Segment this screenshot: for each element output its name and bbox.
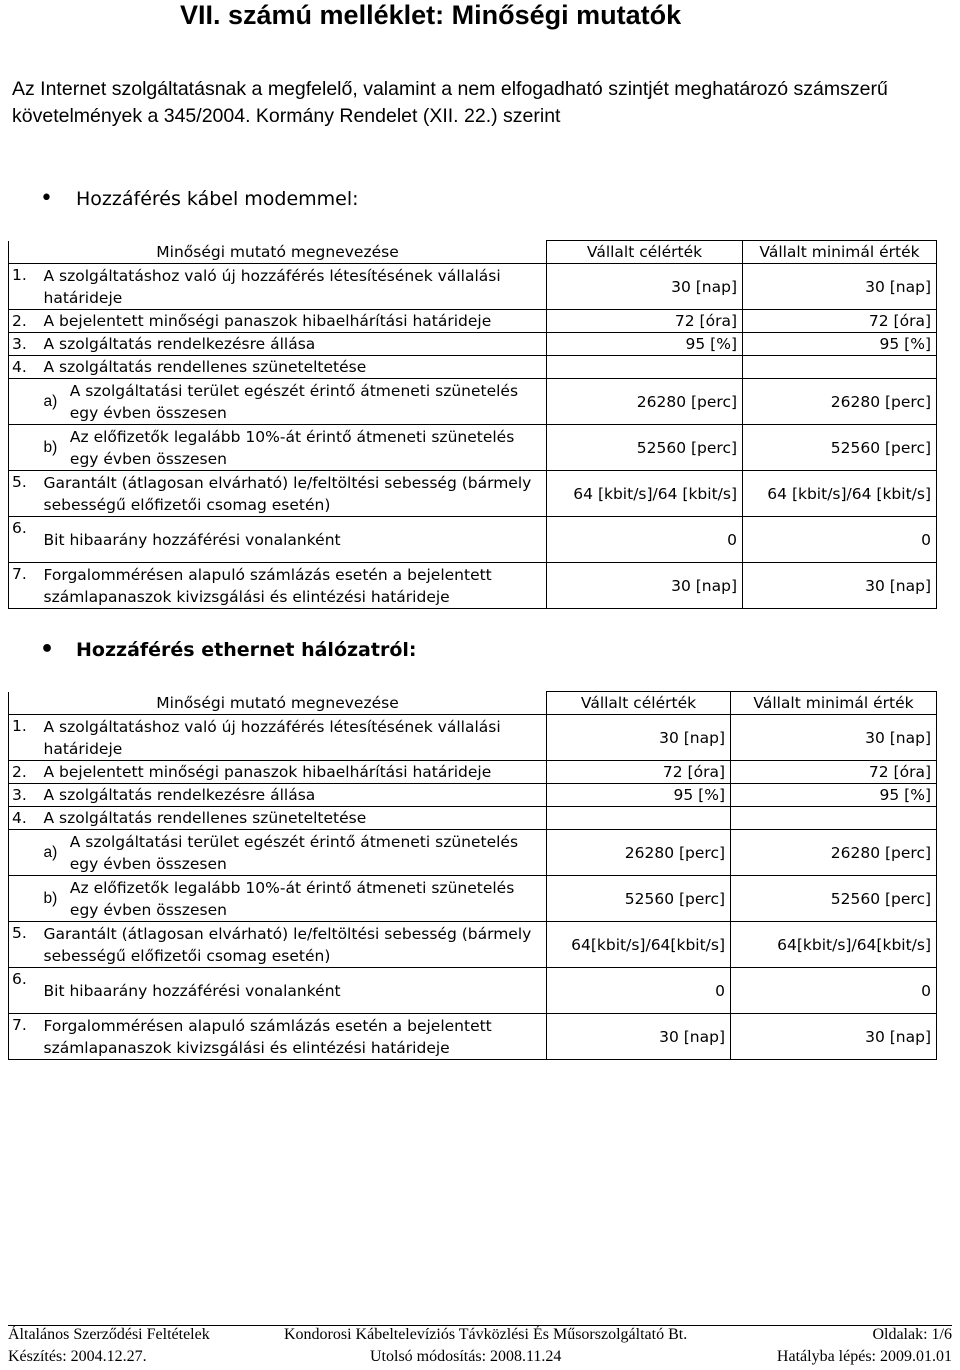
target-value: 0 <box>547 517 743 563</box>
sub-label: b) <box>43 889 58 907</box>
footer-modified: Utolsó módosítás: 2008.11.24 <box>370 1348 562 1365</box>
row-number: 1. <box>9 715 39 761</box>
row-name: Forgalommérésen alapuló számlázás esetén a bejelentett számlapanaszok kivizsgálási és elintézési határideje <box>39 1014 547 1060</box>
table-header-row <box>9 241 937 264</box>
row-name-cell <box>39 379 547 425</box>
footer <box>8 1326 952 1370</box>
row-number: 5. <box>9 922 39 968</box>
row-number: 6. <box>9 968 39 1014</box>
row-name: A bejelentett minőségi panaszok hibaelhárítási határideje <box>39 761 547 784</box>
footer-doc-name: Általános Szerződési Feltételek <box>8 1326 210 1343</box>
table-row <box>9 1014 937 1060</box>
section-heading-label: Hozzáférés ethernet hálózatról: <box>76 639 417 661</box>
sub-text: A szolgáltatási terület egészét érintő átmeneti szünetelés egy évben összesen <box>69 832 519 873</box>
minimum-value: 52560 [perc] <box>731 876 937 922</box>
sub-label: a) <box>43 392 58 410</box>
minimum-value: 95 [%] <box>743 333 937 356</box>
row-number-cell <box>9 830 39 876</box>
footer-pages: Oldalak: 1/6 <box>872 1326 952 1343</box>
row-number: 2. <box>9 761 39 784</box>
table-row <box>9 968 937 1014</box>
row-number: 4. <box>9 807 39 830</box>
empty-cell <box>547 807 731 830</box>
header-name: Minőségi mutató megnevezése <box>9 692 547 715</box>
empty-cell <box>731 807 937 830</box>
row-number: 6. <box>9 517 39 563</box>
section-heading-cable <box>40 186 359 211</box>
sub-text: A szolgáltatási terület egészét érintő átmeneti szünetelés egy évben összesen <box>69 381 519 422</box>
sub-item <box>44 426 542 470</box>
minimum-value: 0 <box>731 968 937 1014</box>
row-name: Garantált (átlagosan elvárható) le/feltöltési sebesség (bármely sebességű előfizetői csomag esetén) <box>39 922 547 968</box>
footer-effective: Hatályba lépés: 2009.01.01 <box>776 1348 952 1365</box>
row-number-cell <box>9 425 39 471</box>
table-row <box>9 715 937 761</box>
row-name: A szolgáltatás rendellenes szüneteltetése <box>39 356 547 379</box>
table-row <box>9 830 937 876</box>
table-row <box>9 310 937 333</box>
target-value: 52560 [perc] <box>547 425 743 471</box>
table-row <box>9 471 937 517</box>
target-value: 72 [óra] <box>547 310 743 333</box>
target-value: 72 [óra] <box>547 761 731 784</box>
sub-item <box>44 380 542 424</box>
row-name: A szolgáltatás rendellenes szüneteltetése <box>39 807 547 830</box>
row-number-cell <box>9 379 39 425</box>
minimum-value: 30 [nap] <box>731 1014 937 1060</box>
minimum-value: 95 [%] <box>731 784 937 807</box>
empty-cell <box>547 356 743 379</box>
row-number: 4. <box>9 356 39 379</box>
header-name: Minőségi mutató megnevezése <box>9 241 547 264</box>
empty-cell <box>743 356 937 379</box>
row-name: A szolgáltatáshoz való új hozzáférés létesítésének vállalási határideje <box>39 715 547 761</box>
row-number: 1. <box>9 264 39 310</box>
minimum-value: 52560 [perc] <box>743 425 937 471</box>
table-row <box>9 379 937 425</box>
minimum-value: 30 [nap] <box>743 264 937 310</box>
table-row <box>9 333 937 356</box>
minimum-value: 26280 [perc] <box>731 830 937 876</box>
row-number-cell <box>9 876 39 922</box>
row-number: 5. <box>9 471 39 517</box>
table-header-row <box>9 692 937 715</box>
minimum-value: 72 [óra] <box>731 761 937 784</box>
table-row <box>9 807 937 830</box>
target-value: 52560 [perc] <box>547 876 731 922</box>
page-title: VII. számú melléklet: Minőségi mutatók <box>180 0 682 30</box>
minimum-value: 64[kbit/s]/64[kbit/s] <box>731 922 937 968</box>
row-name: Bit hibaarány hozzáférési vonalanként <box>39 517 547 563</box>
intro-text: Az Internet szolgáltatásnak a megfelelő, valamint a nem elfogadható szintjét meghatározó számszerű követelmények a 345/2004. Kormány Rendelet (XII. 22.) szerint <box>12 78 888 127</box>
row-number: 3. <box>9 784 39 807</box>
table-row <box>9 922 937 968</box>
row-name-cell <box>39 830 547 876</box>
row-name: A szolgáltatás rendelkezésre állása <box>39 784 547 807</box>
row-name-cell <box>39 876 547 922</box>
sub-item <box>44 831 542 875</box>
header-target: Vállalt célérték <box>547 692 731 715</box>
header-target: Vállalt célérték <box>547 241 743 264</box>
section-heading-label: Hozzáférés kábel modemmel: <box>76 188 359 210</box>
row-name: A szolgáltatáshoz való új hozzáférés létesítésének vállalási határideje <box>39 264 547 310</box>
table-row <box>9 563 937 609</box>
header-minimum: Vállalt minimál érték <box>731 692 937 715</box>
target-value: 95 [%] <box>547 333 743 356</box>
minimum-value: 72 [óra] <box>743 310 937 333</box>
row-name: A bejelentett minőségi panaszok hibaelhárítási határideje <box>39 310 547 333</box>
sub-label: b) <box>43 438 58 456</box>
target-value: 30 [nap] <box>547 264 743 310</box>
target-value: 26280 [perc] <box>547 830 731 876</box>
row-number: 7. <box>9 563 39 609</box>
target-value: 26280 [perc] <box>547 379 743 425</box>
minimum-value: 0 <box>743 517 937 563</box>
target-value: 95 [%] <box>547 784 731 807</box>
row-name: Garantált (átlagosan elvárható) le/feltöltési sebesség (bármely sebességű előfizetői csomag esetén) <box>39 471 547 517</box>
target-value: 64[kbit/s]/64[kbit/s] <box>547 922 731 968</box>
sub-label: a) <box>43 843 58 861</box>
sub-text: Az előfizetők legalább 10%-át érintő átmeneti szünetelés egy évben összesen <box>69 878 515 919</box>
row-name-cell <box>39 425 547 471</box>
minimum-value: 30 [nap] <box>743 563 937 609</box>
row-name: Bit hibaarány hozzáférési vonalanként <box>39 968 547 1014</box>
table-row <box>9 425 937 471</box>
footer-company: Kondorosi Kábeltelevíziós Távközlési És Műsorszolgáltató Bt. <box>284 1326 688 1343</box>
row-number: 3. <box>9 333 39 356</box>
quality-table-cable <box>8 240 937 609</box>
row-name: Forgalommérésen alapuló számlázás esetén a bejelentett számlapanaszok kivizsgálási és elintézési határideje <box>39 563 547 609</box>
target-value: 30 [nap] <box>547 1014 731 1060</box>
bullet-icon: • <box>40 186 53 211</box>
target-value: 64 [kbit/s]/64 [kbit/s] <box>547 471 743 517</box>
row-number: 2. <box>9 310 39 333</box>
table-row <box>9 264 937 310</box>
table-row <box>9 784 937 807</box>
row-name: A szolgáltatás rendelkezésre állása <box>39 333 547 356</box>
target-value: 30 [nap] <box>547 563 743 609</box>
sub-item <box>44 877 542 921</box>
target-value: 30 [nap] <box>547 715 731 761</box>
bullet-icon: • <box>40 637 55 662</box>
minimum-value: 64 [kbit/s]/64 [kbit/s] <box>743 471 937 517</box>
header-minimum: Vállalt minimál érték <box>743 241 937 264</box>
table-row <box>9 517 937 563</box>
section-heading-ethernet <box>40 637 417 662</box>
table-row <box>9 761 937 784</box>
minimum-value: 26280 [perc] <box>743 379 937 425</box>
target-value: 0 <box>547 968 731 1014</box>
row-number: 7. <box>9 1014 39 1060</box>
table-row <box>9 876 937 922</box>
table-row <box>9 356 937 379</box>
sub-text: Az előfizetők legalább 10%-át érintő átmeneti szünetelés egy évben összesen <box>69 427 515 468</box>
quality-table-ethernet <box>8 691 937 1060</box>
minimum-value: 30 [nap] <box>731 715 937 761</box>
footer-created: Készítés: 2004.12.27. <box>8 1348 147 1365</box>
